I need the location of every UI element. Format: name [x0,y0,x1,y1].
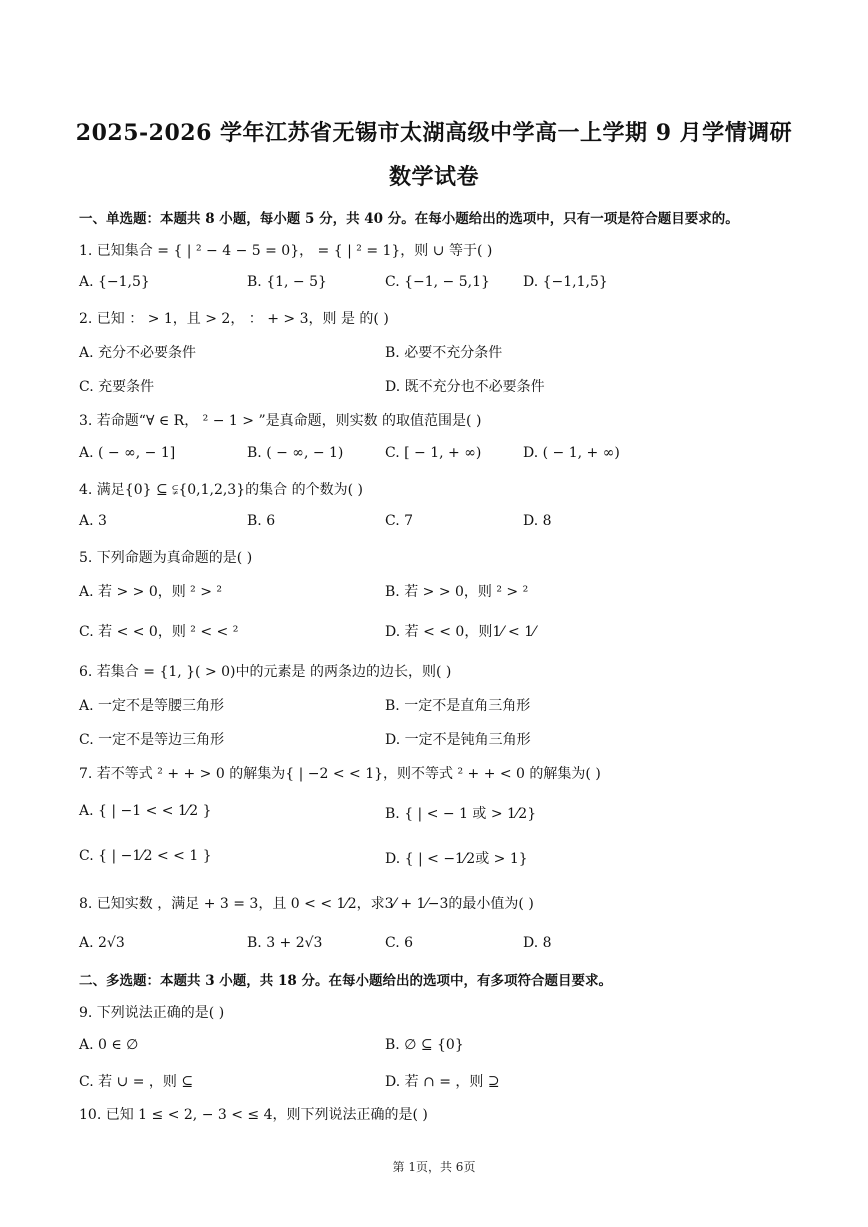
question-5-option-c: C. 若 < < 0，则 ² < < ² [79,624,239,640]
question-2-option-c: C. 充要条件 [79,379,155,395]
question-9-stem: 9. 下列说法正确的是( ) [79,1005,225,1021]
question-4-option-b: B. 6 [247,513,276,529]
question-2-option-d: D. 既不充分也不必要条件 [385,379,545,395]
question-6-option-d: D. 一定不是钝角三角形 [385,732,531,748]
question-9-option-b: B. ∅ ⊆ {0} [385,1037,464,1053]
question-1-option-b: B. {1, − 5} [247,274,327,290]
question-4-option-c: C. 7 [385,513,414,529]
question-7-option-c: C. { | −1⁄2 < < 1 } [79,848,212,864]
question-5-option-d: D. 若 < < 0，则1⁄ < 1⁄ [385,624,536,640]
question-4-stem: 4. 满足{0} ⊆ ⫋{0,1,2,3}的集合 的个数为( ) [79,482,363,498]
question-4-option-d: D. 8 [523,513,552,529]
question-1-stem: 1. 已知集合 = { | ² − 4 − 5 = 0}， = { | ² = 1}，则 ∪ 等于( ) [79,243,493,259]
question-7-option-d: D. { | < −1⁄2或 > 1} [385,851,528,867]
question-6-option-a: A. 一定不是等腰三角形 [79,698,225,714]
question-9-option-d: D. 若 ∩ = ，则 ⊇ [385,1074,500,1090]
page-number-footer: 第 1页，共 6页 [392,1160,476,1174]
exam-title-line2: 数学试卷 [388,164,479,190]
question-7-stem: 7. 若不等式 ² + + > 0 的解集为{ | −2 < < 1}，则不等式 ² + + < 0 的解集为( ) [79,766,601,782]
question-5-option-b: B. 若 > > 0，则 ² > ² [385,584,529,600]
question-8-option-a: A. 2√3 [79,935,125,951]
question-8-option-b: B. 3 + 2√3 [247,935,323,951]
section-multiple-choice-heading: 二、多选题：本题共 3 小题，共 18 分。在每小题给出的选项中，有多项符合题目要求。 [79,973,612,989]
question-2-stem: 2. 已知 ： > 1，且 > 2， ： + > 3，则 是 的( ) [79,311,389,327]
question-9-option-c: C. 若 ∪ = ，则 ⊆ [79,1074,194,1090]
question-5-option-a: A. 若 > > 0，则 ² > ² [79,584,223,600]
question-8-stem: 8. 已知实数 ，满足 + 3 = 3，且 0 < < 1⁄2，求3⁄ + 1⁄−3的最小值为( ) [79,896,534,912]
question-2-option-a: A. 充分不必要条件 [79,345,197,361]
question-6-option-c: C. 一定不是等边三角形 [79,732,225,748]
question-5-stem: 5. 下列命题为真命题的是( ) [79,550,253,566]
question-8-option-d: D. 8 [523,935,552,951]
question-6-option-b: B. 一定不是直角三角形 [385,698,531,714]
question-2-option-b: B. 必要不充分条件 [385,345,503,361]
question-3-option-c: C. [ − 1, + ∞) [385,445,482,461]
question-3-stem: 3. 若命题“∀ ∈ R， ² − 1 > ”是真命题，则实数 的取值范围是( ) [79,413,482,429]
question-3-option-a: A. ( − ∞, − 1] [79,445,176,461]
question-1-option-c: C. {−1, − 5,1} [385,274,490,290]
question-1-option-a: A. {−1,5} [79,274,150,290]
question-6-stem: 6. 若集合 = {1, }( > 0)中的元素是 的两条边的边长，则( ) [79,664,452,680]
question-1-option-d: D. {−1,1,5} [523,274,608,290]
question-8-option-c: C. 6 [385,935,414,951]
exam-title-line1: 2025-2026 学年江苏省无锡市太湖高级中学高一上学期 9 月学情调研 [75,120,793,146]
question-7-option-b: B. { | < − 1 或 > 1⁄2} [385,806,537,822]
question-4-option-a: A. 3 [79,513,107,529]
section-single-choice-heading: 一、单选题：本题共 8 小题，每小题 5 分，共 40 分。在每小题给出的选项中，只有一项是符合题目要求的。 [79,211,739,227]
question-10-stem: 10. 已知 1 ≤ < 2, − 3 < ≤ 4，则下列说法正确的是( ) [79,1107,428,1123]
question-3-option-b: B. ( − ∞, − 1) [247,445,344,461]
question-7-option-a: A. { | −1 < < 1⁄2 } [79,803,212,819]
question-9-option-a: A. 0 ∈ ∅ [79,1037,139,1053]
question-3-option-d: D. ( − 1, + ∞) [523,445,620,461]
